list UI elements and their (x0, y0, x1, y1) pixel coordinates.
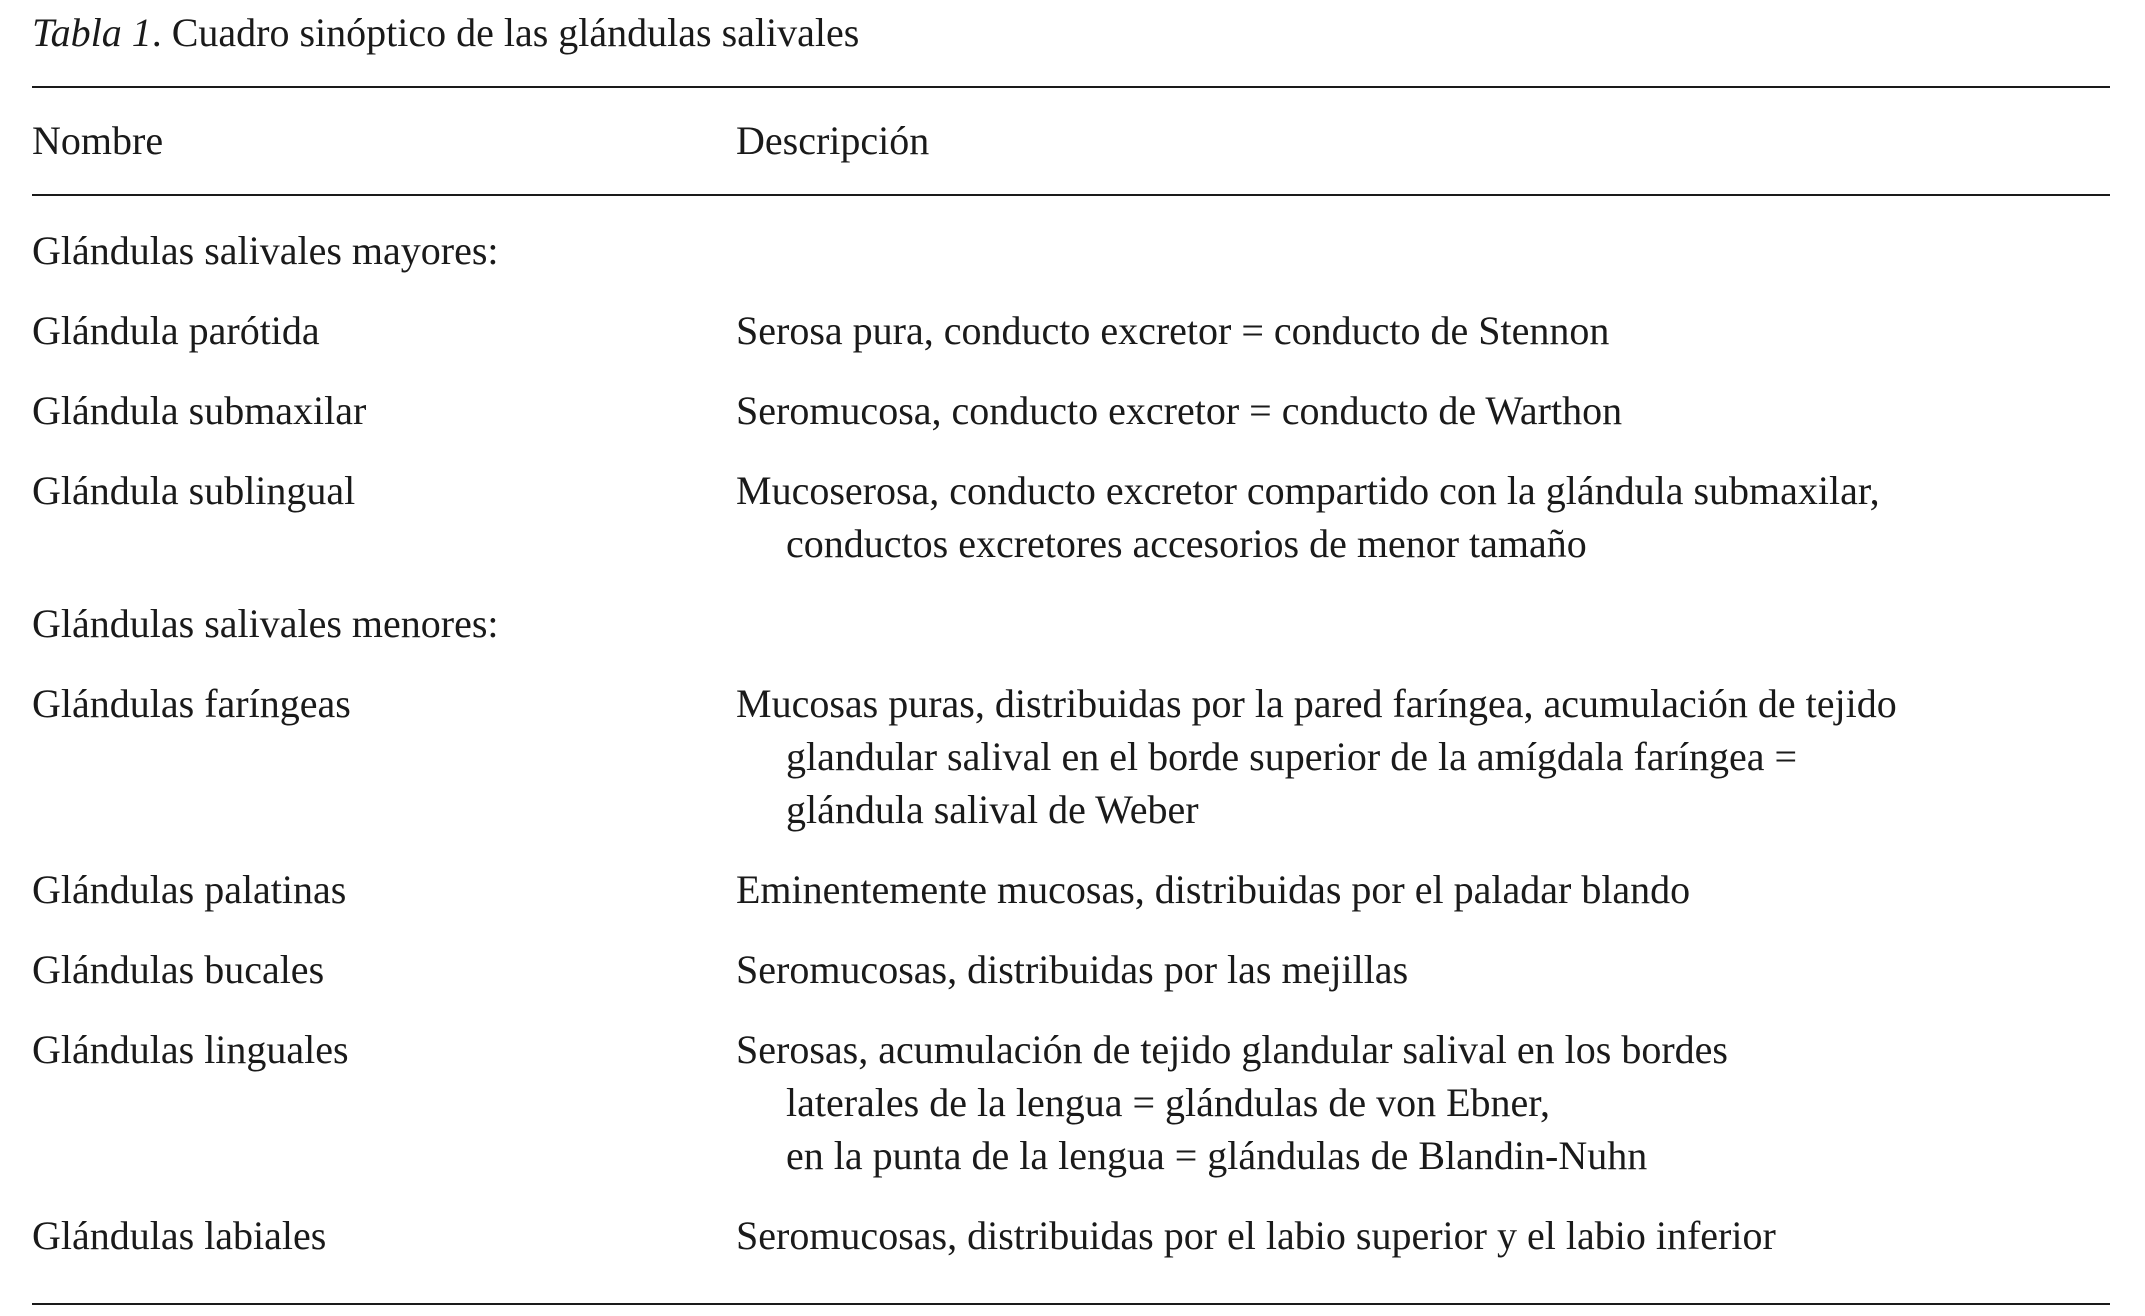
gland-description (736, 1023, 2110, 1182)
gland-name: Glándulas bucales (32, 947, 325, 992)
description-line: laterales de la lengua = glándulas de von Ebner, (786, 1080, 1551, 1125)
gland-name: Glándula submaxilar (32, 388, 367, 433)
gland-name: Glándula parótida (32, 308, 320, 353)
gland-name: Glándulas labiales (32, 1213, 327, 1258)
section-title: Glándulas salivales mayores: (32, 228, 499, 273)
table-header-row (32, 88, 2110, 194)
gland-description (736, 464, 2110, 570)
table-caption (32, 0, 2110, 76)
table-row (32, 304, 2110, 357)
gland-name: Glándulas palatinas (32, 867, 347, 912)
description-line: Seromucosas, distribuidas por las mejillas (736, 947, 1409, 992)
gland-description (736, 384, 2110, 437)
description-line: Seromucosa, conducto excretor = conducto de Warthon (736, 388, 1623, 433)
description-line: glándula salival de Weber (786, 787, 1199, 832)
table-section-row (32, 597, 2110, 650)
gland-description (736, 304, 2110, 357)
table-container (32, 0, 2110, 1305)
gland-description (736, 863, 2110, 916)
caption-text: . Cuadro sinóptico de las glándulas salivales (151, 10, 860, 55)
table-row (32, 464, 2110, 570)
description-line: Mucosas puras, distribuidas por la pared faríngea, acumulación de tejido (736, 681, 1897, 726)
gland-description (736, 677, 2110, 836)
description-line: Serosa pura, conducto excretor = conducto de Stennon (736, 308, 1610, 353)
gland-name: Glándulas faríngeas (32, 681, 351, 726)
section-title: Glándulas salivales menores: (32, 601, 499, 646)
gland-description (736, 943, 2110, 996)
table-body (32, 196, 2110, 1303)
description-line: Mucoserosa, conducto excretor compartido con la glándula submaxilar, (736, 468, 1880, 513)
table-row (32, 1209, 2110, 1262)
description-line: Serosas, acumulación de tejido glandular salival en los bordes (736, 1027, 1728, 1072)
description-line: Eminentemente mucosas, distribuidas por el paladar blando (736, 867, 1691, 912)
description-line: conductos excretores accesorios de menor tamaño (786, 521, 1587, 566)
gland-description (736, 224, 2110, 277)
description-line: Seromucosas, distribuidas por el labio superior y el labio inferior (736, 1213, 1776, 1258)
description-line: glandular salival en el borde superior de la amígdala faríngea = (786, 734, 1798, 779)
table-row (32, 863, 2110, 916)
gland-description (736, 1209, 2110, 1262)
table-row (32, 1023, 2110, 1182)
header-description: Descripción (736, 118, 930, 163)
caption-label: Tabla 1 (32, 10, 152, 55)
gland-description (736, 597, 2110, 650)
gland-name: Glándula sublingual (32, 468, 356, 513)
gland-name: Glándulas linguales (32, 1027, 349, 1072)
description-line: en la punta de la lengua = glándulas de Blandin-Nuhn (786, 1133, 1648, 1178)
table-section-row (32, 224, 2110, 277)
header-name: Nombre (32, 118, 164, 163)
table-row (32, 677, 2110, 836)
bottom-rule (32, 1303, 2110, 1305)
table-row (32, 384, 2110, 437)
table-row (32, 943, 2110, 996)
